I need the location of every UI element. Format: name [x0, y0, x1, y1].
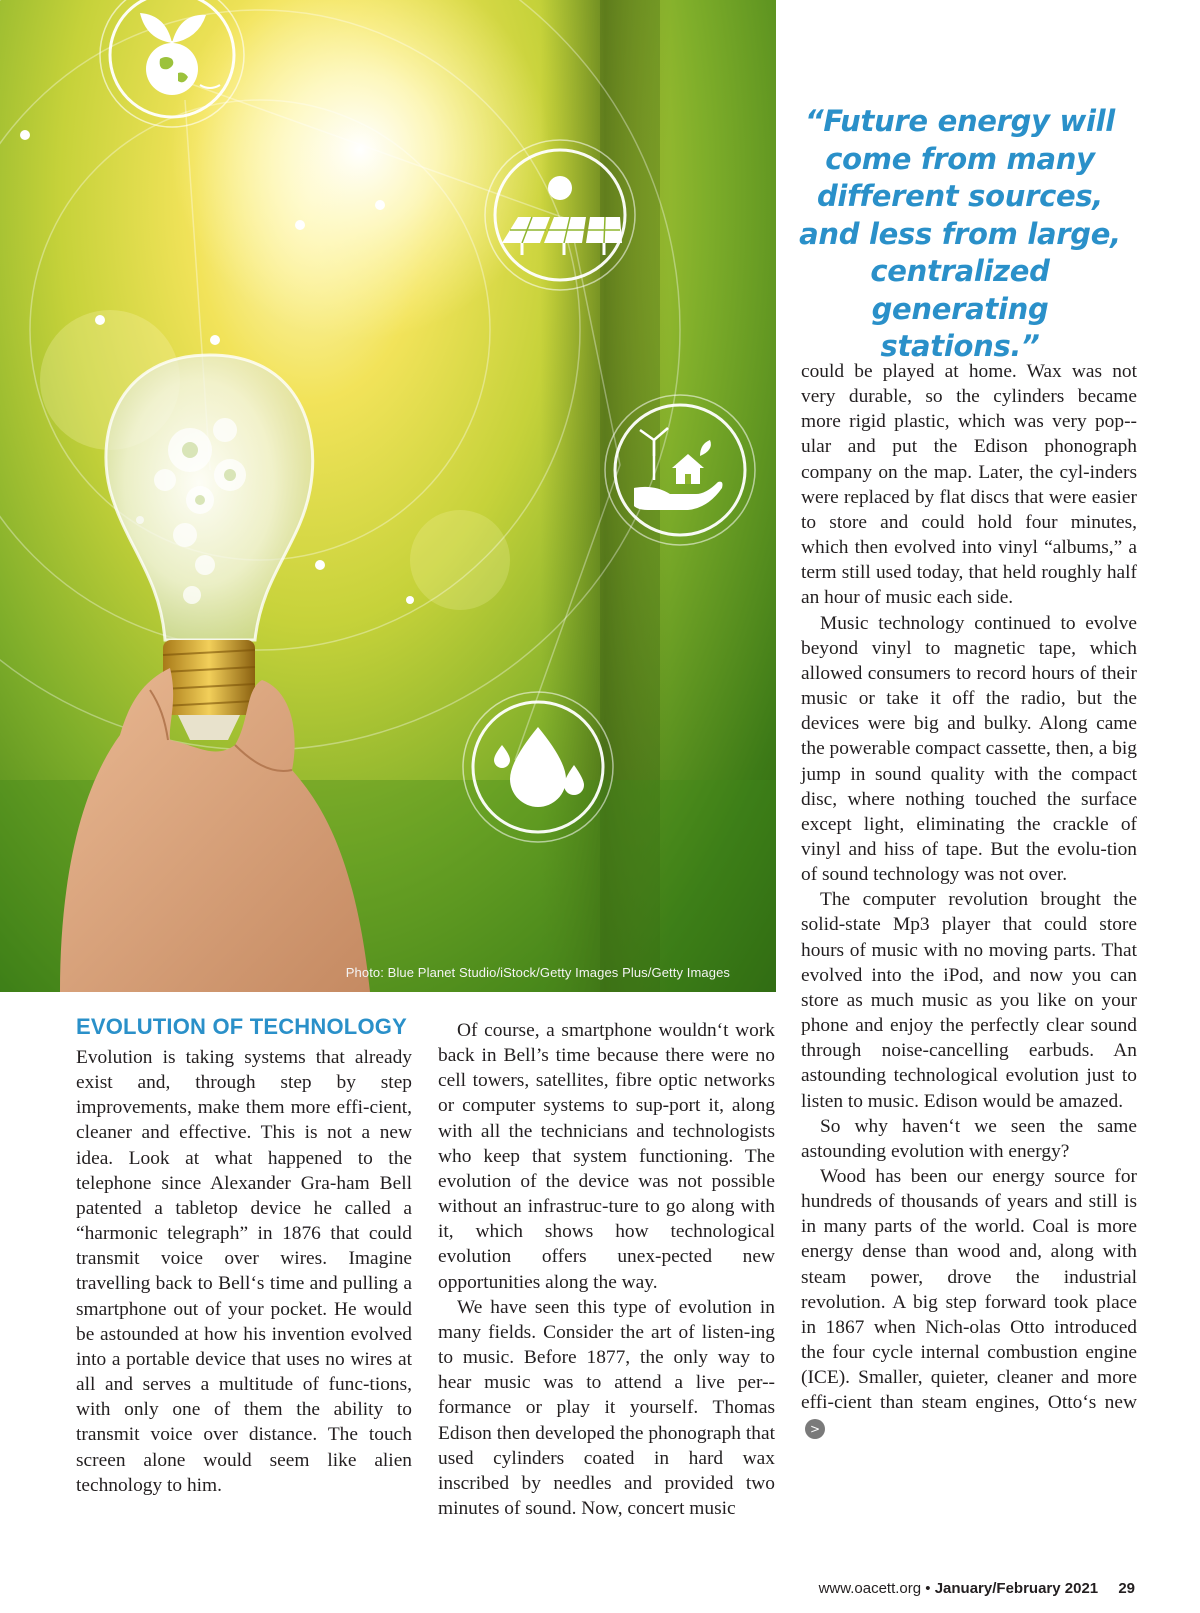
footer-site: www.oacett.org • — [818, 1580, 931, 1597]
paragraph: Of course, a smartphone wouldn‘t work back in Bell’s time because there were no cell towers, satellites, fibre optic networks or computer systems to sup-port it, along with all the technicians and technologists who keep that system functioning. The evolution of the device was not possible without an infrastruc-ture to go along with it, which shows how technological evolution offers unex-pected new opportunities along the way. — [438, 1020, 775, 1293]
footer-issue: January/February 2021 — [934, 1580, 1099, 1597]
page-number: 29 — [1118, 1580, 1135, 1597]
photo-credit: Photo: Blue Planet Studio/iStock/Getty Images Plus/Getty Images — [345, 965, 730, 980]
page-footer — [819, 1580, 1135, 1597]
article-column-3 — [801, 359, 1137, 1441]
paragraph: We have seen this type of evolution in many fields. Consider the art of listen-ing to music. Before 1877, the only way to hear music was to attend a live per-formance or play it yourself. Thomas Edison then developed the phonograph that used cylinders coated in hard wax inscribed by needles and provided two minutes of sound. Now, concert music — [438, 1296, 775, 1519]
paragraph-text: Wood has been our energy source for hundreds of thousands of years and still is in many parts of the world. Coal is more energy dense than wood and, along with steam power, drove the industrial revolution. A big step forward took place in 1867 when Nich-olas Otto introduced the four cycle internal combustion engine (ICE). Smaller, quieter, cleaner and more effi-cient than steam engines, Otto‘s new — [801, 1166, 1137, 1414]
paragraph: could be played at home. Wax was not very durable, so the cylinders became more rigid plastic, which was very pop-ular and put the Edison phonograph company on the map. Later, the cyl-inders were replaced by flat discs that were easier to store and could hold four minutes, which then evolved into vinyl “albums,” a term still used today, that held roughly half an hour of music each side. — [801, 361, 1137, 609]
paragraph-last — [801, 1164, 1137, 1441]
lightbulb-gears-icon — [60, 355, 370, 992]
pull-quote: “Future energy will come from many different sources, and less from large, centralized generating stations.” — [799, 104, 1121, 363]
paragraph: Music technology continued to evolve beyond vinyl to magnetic tape, which allowed consumers to record hours of their music or take it off the radio, but the devices were big and bulky. Along came the powerable compact cassette, then, a big jump in sound quality with the compact disc, where nothing touched the surface except light, eliminating the crackle of vinyl and hiss of tape. But the evolu-tion of sound technology was not over. — [801, 612, 1137, 886]
paragraph: The computer revolution brought the solid-state Mp3 player that could store hours of music with no moving parts. That evolved into the iPod, and now you can store as much music as you like on your phone and enjoy the perfectly clear sound through noise-cancelling earbuds. An astounding technological evolution just to listen to music. Edison would be amazed. — [801, 889, 1137, 1112]
paragraph: Evolution is taking systems that already exist and, through step by step improvements, make them more effi-cient, cleaner and effective. This is not a new idea. Look at what happened to the telephone since Alexander Gra-ham Bell patented a tabletop device he called a “harmonic telegraph” in 1876 that could transmit voice over wires. Imagine travelling back to Bell‘s time and pulling a smartphone out of your pocket. He would be astounded at how his invention evolved into a portable device that uses no wires at all and serves a multitude of func-tions, with only one of them the ability to transmit voice over distance. The touch screen alone would seem like alien technology to him. — [76, 1047, 412, 1496]
hero-photo — [0, 0, 776, 992]
paragraph: So why haven‘t we seen the same astounding evolution with energy? — [801, 1115, 1137, 1162]
article-column-2 — [438, 1018, 775, 1521]
article-column-1 — [76, 1045, 412, 1498]
section-heading: EVOLUTION OF TECHNOLOGY — [76, 1014, 407, 1039]
continue-arrow-icon[interactable]: > — [805, 1419, 825, 1439]
